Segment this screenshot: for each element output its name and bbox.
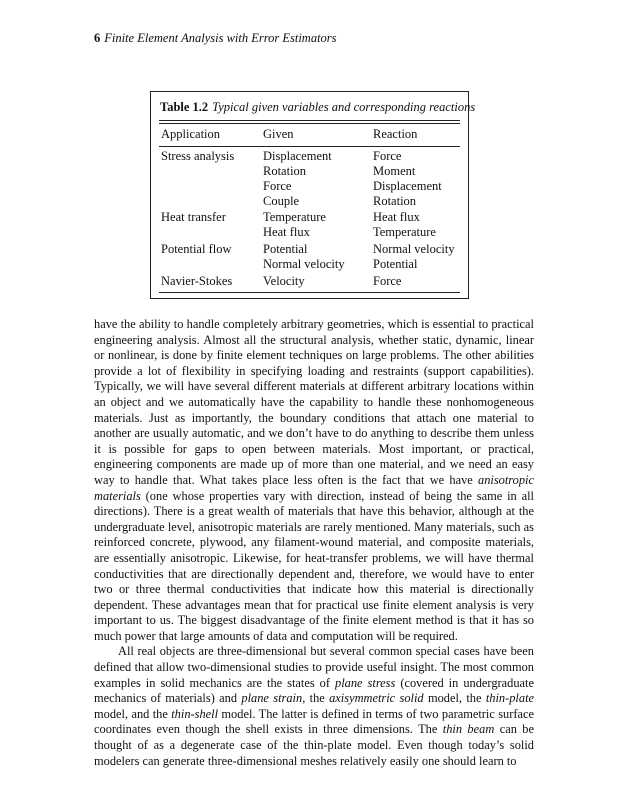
table-cell: Normal velocity [263,257,345,271]
header-application: Application [161,127,221,141]
table-cell: Potential [373,257,418,271]
text-run: (covered in undergraduate mechanics of materials) and [94,675,534,706]
text-run: (one whose properties vary with direction, instead of being the same in all directions). There is a great wealth of materials that have this behavior, although at the undergraduate level, anisotropic materials are rarely mentioned. Many materials, such as reinforced concrete, plywood, any filament-wound material, and composite materials, are essentially anisotropic. Likewise, for heat-transfer problems, we will have thermal conductivities that are directionally dependent and, therefore, we would have to enter two or three thermal conductivities that indicate how this material is directionally dependent. These advantages mean that for practical use finite element analysis is very important to us. The biggest disadvantage of the finite element method is that it has so much power that large amounts of data and computation will be required. [94,488,534,643]
paragraph [94,317,534,644]
table-cell: Heat transfer [161,210,226,224]
table-cell: Couple [263,194,300,208]
table-1-2 [150,91,476,299]
header-reaction: Reaction [373,127,418,141]
table-cell: Temperature [263,210,326,224]
text-run: All real objects are three-dimensional but several common special cases have been defined that allow two-dimensional studies to provide useful insight. The most common examples in solid mechanics are the states of [94,644,534,690]
table-caption [160,100,475,115]
table-header-rule [159,146,460,147]
table-cell: Moment [373,164,416,178]
table-cell: Heat flux [373,210,420,224]
emphasis: thin-shell [171,706,219,721]
table-cell: Displacement [263,149,332,163]
running-title: Finite Element Analysis with Error Estimators [104,31,337,45]
table-label: Table 1.2 [160,100,209,114]
emphasis: plane strain [241,691,303,706]
emphasis: anisotropic materials [94,472,534,503]
table-cell: Force [373,274,402,288]
table-cell: Rotation [263,164,307,178]
table-cell: Displacement [373,179,442,193]
paragraph [94,644,534,769]
table-caption-text: Typical given variables and corresponding reactions [212,100,476,114]
table-cell: Velocity [263,274,305,288]
body-text [94,317,534,769]
emphasis: axisymmetric solid [329,691,424,706]
text-run: , the [302,691,330,706]
table-cell: Rotation [373,194,417,208]
running-head [94,31,337,46]
page-number: 6 [94,31,101,45]
table-bottom-rule [159,292,460,293]
text-run: can be thought of as a degenerate case of the thin-plate model. Even though today’s solid modelers can generate three-dimensional meshes relatively easily one should learn to [94,722,534,768]
header-given: Given [263,127,294,141]
emphasis: thin beam [442,722,495,737]
table-cell: Force [373,149,402,163]
table-cell: Stress analysis [161,149,235,163]
emphasis: thin-plate [485,691,535,706]
table-cell: Potential [263,242,308,256]
table-cell: Heat flux [263,225,310,239]
table-cell: Potential flow [161,242,232,256]
table-cell: Force [263,179,292,193]
table-cell: Normal velocity [373,242,455,256]
text-run: model. The latter is defined in terms of two parametric surface coordinates even though the shell exists in three dimensions. The [94,706,534,737]
text-run: model, the [423,691,486,706]
table-cell: Temperature [373,225,436,239]
text-run: model, and the [94,706,172,721]
text-run: have the ability to handle completely arbitrary geometries, which is essential to practical engineering analysis. Almost all the structural analysis, whether static, dynamic, linear or nonlinear, is done by finite element techniques on large problems. The other abilities provide a lot of flexibility in specifying loading and restraints (support capabilities). Typically, we will have several different materials at different arbitrary locations within an object and we automatically have the capability to handle these nonhomogeneous materials. Just as importantly, the boundary conditions that attach one material to another are usually automatic, and we don’t have to do anything to describe them unless it is possible for gaps to open between materials. Most important, or practical, engineering components are made up of more than one material, and we need an easy way to handle that. What takes place less often is the fact that we have [94,317,534,487]
emphasis: plane stress [335,675,396,690]
table-top-rule-2 [159,123,460,124]
table-cell: Navier-Stokes [161,274,233,288]
table-top-rule [159,120,460,121]
